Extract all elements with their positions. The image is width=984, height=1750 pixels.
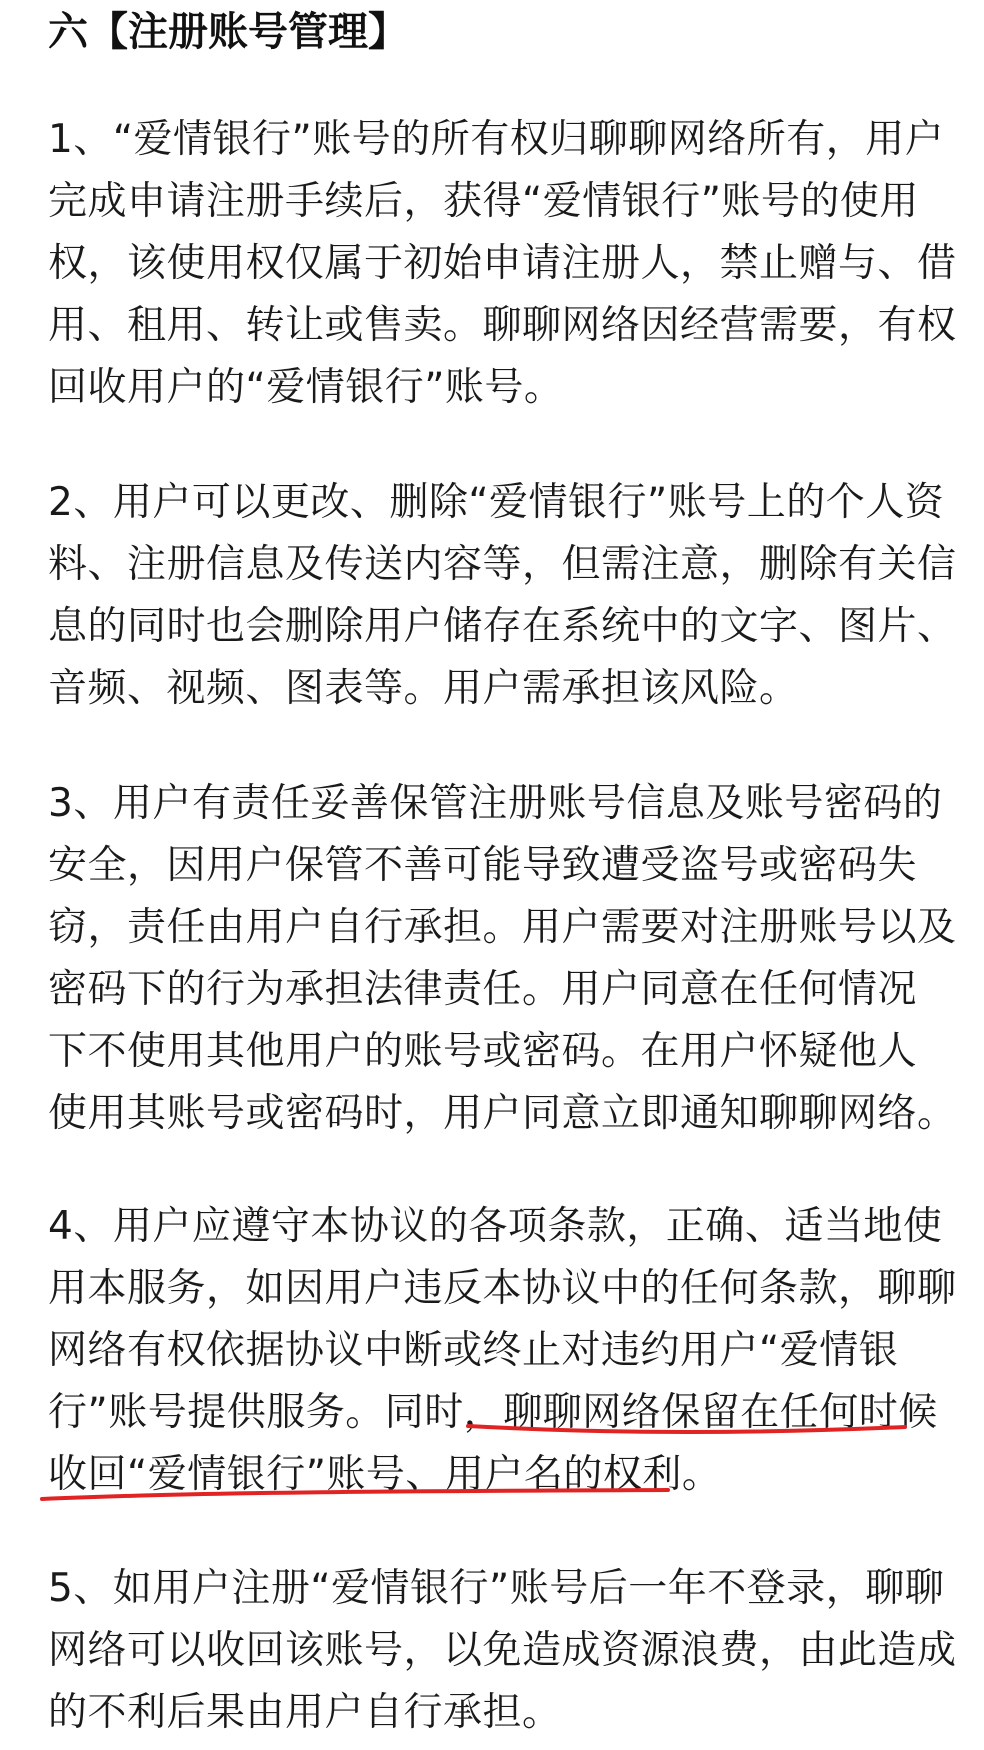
text-line: 1、“爱情银行”账号的所有权归聊聊网络所有，用户 <box>48 117 945 162</box>
text-line: 安全，因用户保管不善可能导致遭受盗号或密码失 <box>48 843 918 888</box>
text-line: 完成申请注册手续后，获得“爱情银行”账号的使用 <box>48 179 919 224</box>
text-line: 窃，责任由用户自行承担。用户需要对注册账号以及 <box>48 905 957 950</box>
text-line: 收回“爱情银行”账号、用户名的权利。 <box>48 1452 722 1497</box>
text-line: 4、用户应遵守本协议的各项条款，正确、适当地使 <box>48 1204 943 1249</box>
text-line: 权，该使用权仅属于初始申请注册人，禁止赠与、借 <box>48 241 957 286</box>
text-line: 网络有权依据协议中断或终止对违约用户“爱情银 <box>48 1328 899 1373</box>
clause-1 <box>48 112 968 422</box>
text-line: 料、注册信息及传送内容等，但需注意，删除有关信 <box>48 542 957 587</box>
text-line: 的不利后果由用户自行承担。 <box>48 1690 562 1735</box>
text-line: 网络可以收回该账号，以免造成资源浪费，由此造成 <box>48 1628 957 1673</box>
text-line: 使用其账号或密码时，用户同意立即通知聊聊网络。 <box>48 1091 957 1136</box>
clause-3 <box>48 776 968 1148</box>
text-line: 音频、视频、图表等。用户需承担该风险。 <box>48 666 799 711</box>
text-line: 5、如用户注册“爱情银行”账号后一年不登录，聊聊 <box>48 1566 945 1611</box>
clause-2 <box>48 475 968 723</box>
text-line: 用、租用、转让或售卖。聊聊网络因经营需要，有权 <box>48 303 957 348</box>
text-line: 息的同时也会删除用户储存在系统中的文字、图片、 <box>48 604 957 649</box>
text-line: 2、用户可以更改、删除“爱情银行”账号上的个人资 <box>48 480 945 525</box>
text-line: 回收用户的“爱情银行”账号。 <box>48 365 564 410</box>
text-line: 下不使用其他用户的账号或密码。在用户怀疑他人 <box>48 1029 918 1074</box>
text-line: 行”账号提供服务。同时，聊聊网络保留在任何时候 <box>48 1390 938 1435</box>
section-heading: 六【注册账号管理】 <box>48 9 408 55</box>
text-line: 密码下的行为承担法律责任。用户同意在任何情况 <box>48 967 918 1012</box>
text-line: 3、用户有责任妥善保管注册账号信息及账号密码的 <box>48 781 943 826</box>
text-line: 用本服务，如因用户违反本协议中的任何条款，聊聊 <box>48 1266 957 1311</box>
clause-5 <box>48 1561 968 1747</box>
clause-4 <box>48 1199 968 1509</box>
